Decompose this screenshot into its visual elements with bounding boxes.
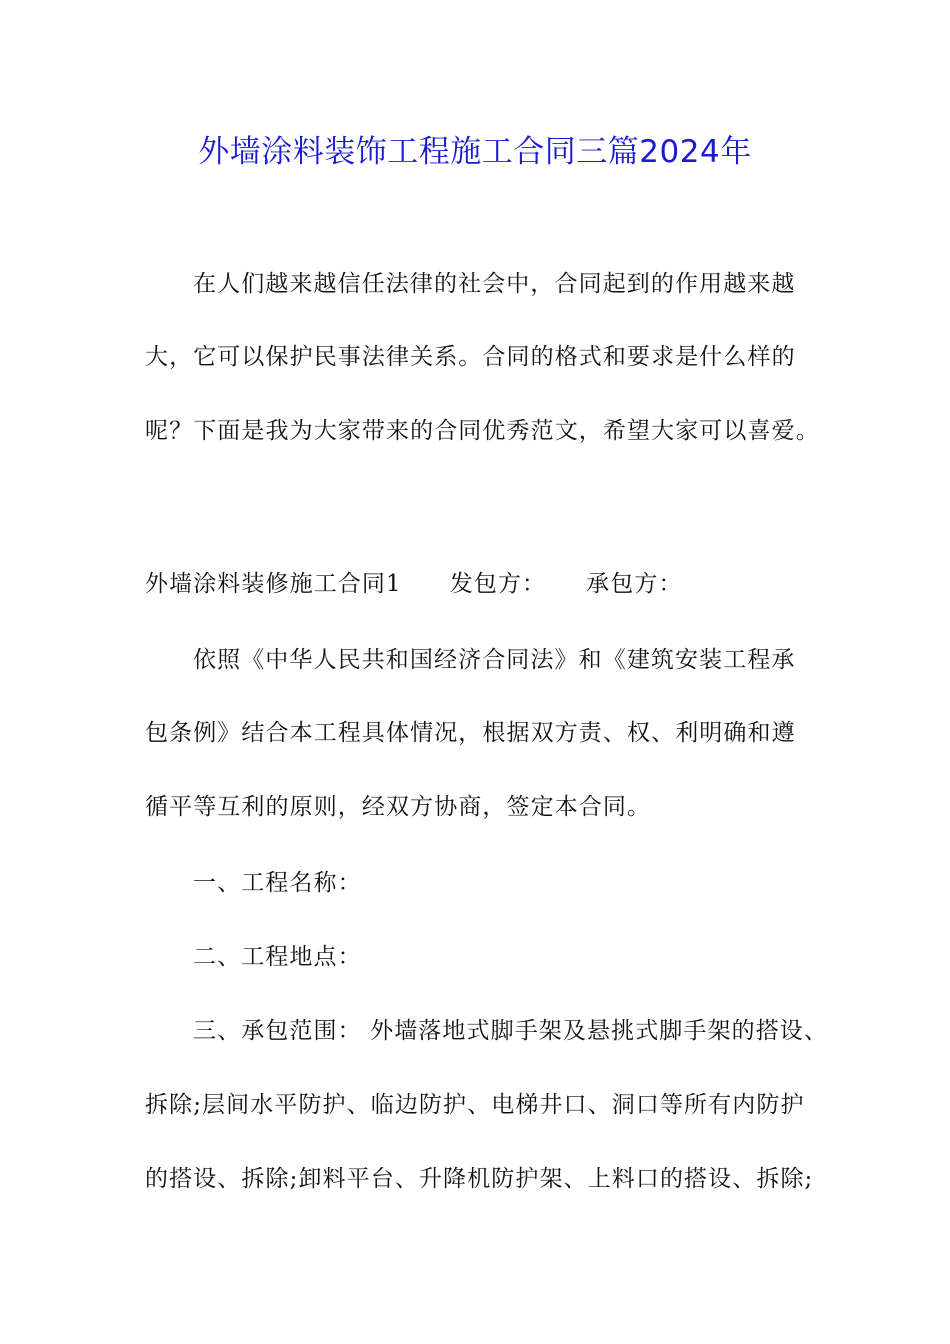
contract-heading bbox=[145, 567, 683, 601]
item-project-name: 一、工程名称： bbox=[193, 870, 362, 896]
document-title: 外墙涂料装饰工程施工合同三篇2024年 bbox=[198, 134, 752, 170]
item-scope-line-2: 拆除;层间水平防护、临边防护、电梯井口、洞口等所有内防护 bbox=[145, 1092, 805, 1118]
basis-line-1: 依照《中华人民共和国经济合同法》和《建筑安装工程承 bbox=[193, 647, 796, 673]
item-project-location: 二、工程地点： bbox=[193, 944, 362, 970]
party-b-label: 承包方： bbox=[586, 571, 683, 597]
item-scope-line-3: 的搭设、拆除;卸料平台、升降机防护架、上料口的搭设、拆除; bbox=[145, 1166, 814, 1192]
contract-name: 外墙涂料装修施工合同1 bbox=[145, 571, 402, 597]
intro-line-1: 在人们越来越信任法律的社会中，合同起到的作用越来越 bbox=[193, 271, 796, 297]
basis-line-3: 循平等互利的原则，经双方协商，签定本合同。 bbox=[145, 794, 652, 820]
intro-line-2: 大，它可以保护民事法律关系。合同的格式和要求是什么样的 bbox=[145, 344, 796, 370]
item-scope-line-1: 三、承包范围： 外墙落地式脚手架及悬挑式脚手架的搭设、 bbox=[193, 1018, 829, 1044]
intro-line-3: 呢？下面是我为大家带来的合同优秀范文，希望大家可以喜爱。 bbox=[145, 418, 820, 444]
party-a-label: 发包方： bbox=[449, 571, 547, 597]
basis-line-2: 包条例》结合本工程具体情况，根据双方责、权、利明确和遵 bbox=[145, 720, 796, 746]
